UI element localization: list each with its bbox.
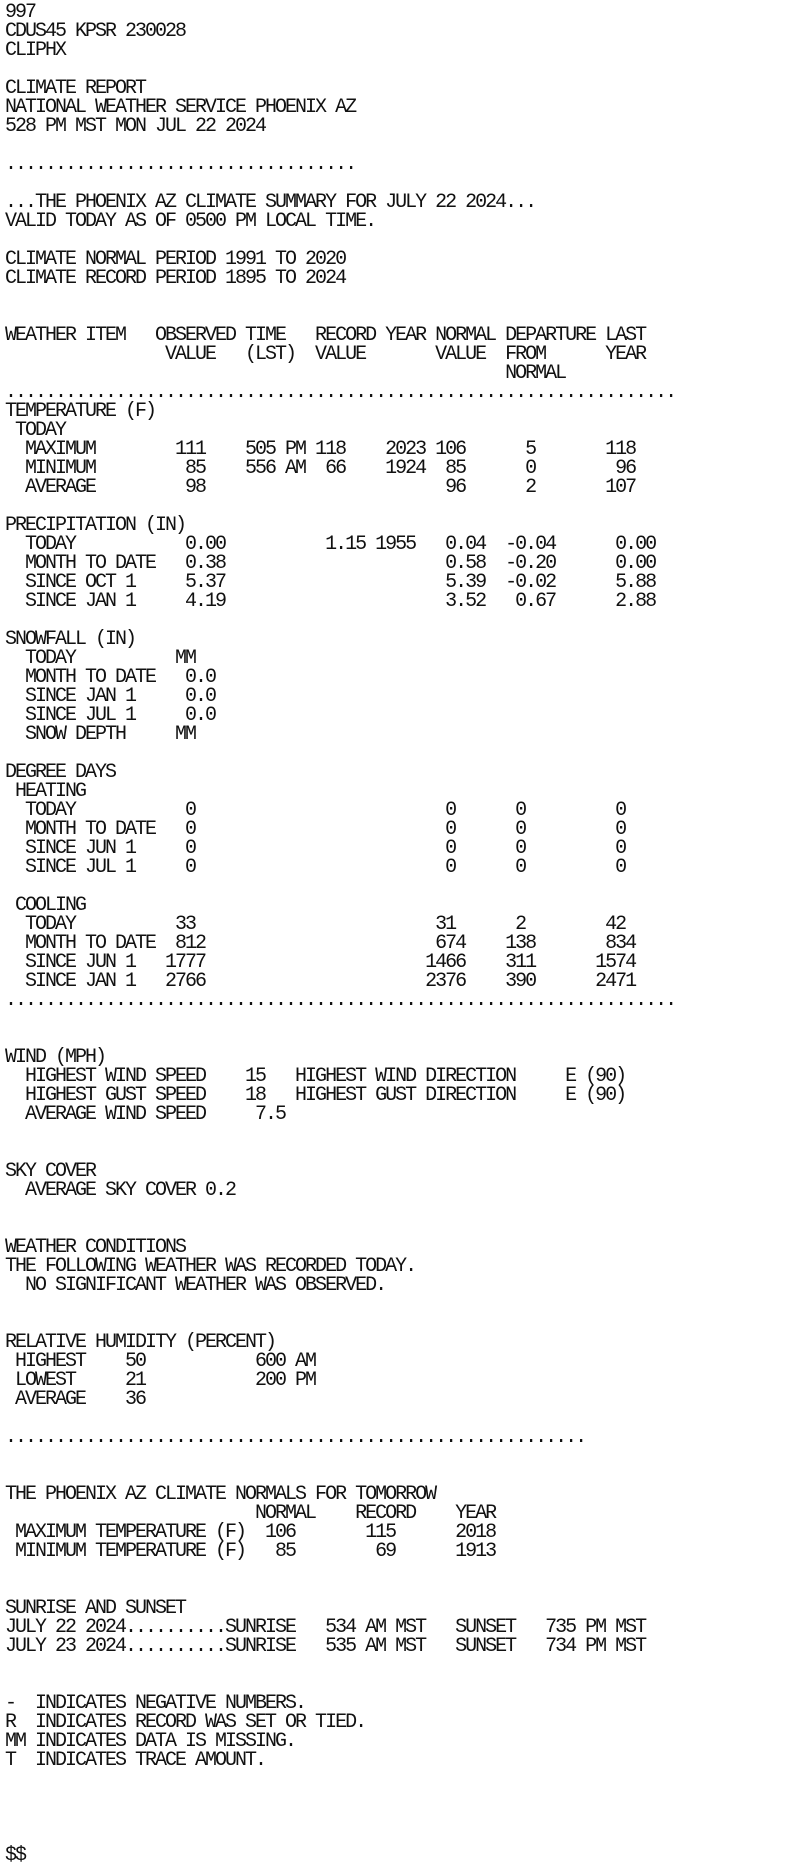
report-line: WEATHER CONDITIONS bbox=[5, 1236, 186, 1259]
report-line: SINCE JUN 1 1777 1466 311 1574 bbox=[5, 951, 636, 974]
report-line: PRECIPITATION (IN) bbox=[5, 514, 186, 537]
report-line: TODAY MM bbox=[5, 647, 196, 670]
report-line: SKY COVER bbox=[5, 1160, 96, 1183]
report-line bbox=[5, 1010, 805, 1029]
report-line: LOWEST 21 200 PM bbox=[5, 1369, 316, 1392]
report-line: T INDICATES TRACE AMOUNT. bbox=[5, 1749, 266, 1772]
report-line: COOLING bbox=[5, 894, 86, 917]
report-line: CLIPHX bbox=[5, 39, 66, 62]
report-line: NORMAL bbox=[5, 362, 566, 385]
report-line: VALUE (LST) VALUE VALUE FROM YEAR bbox=[5, 343, 646, 366]
report-line: MINIMUM 85 556 AM 66 1924 85 0 96 bbox=[5, 457, 636, 480]
report-line: R INDICATES RECORD WAS SET OR TIED. bbox=[5, 1711, 366, 1734]
report-line: MM INDICATES DATA IS MISSING. bbox=[5, 1730, 296, 1753]
report-line bbox=[5, 1447, 805, 1466]
report-line: HIGHEST GUST SPEED 18 HIGHEST GUST DIRECTION E (90) bbox=[5, 1084, 626, 1107]
report-line bbox=[5, 877, 805, 896]
report-line: - INDICATES NEGATIVE NUMBERS. bbox=[5, 1692, 306, 1715]
report-line: THE PHOENIX AZ CLIMATE NORMALS FOR TOMORROW bbox=[5, 1483, 436, 1506]
report-line: VALID TODAY AS OF 0500 PM LOCAL TIME. bbox=[5, 210, 376, 233]
report-line bbox=[5, 1827, 805, 1846]
report-line: ...THE PHOENIX AZ CLIMATE SUMMARY FOR JULY 22 2024... bbox=[5, 191, 536, 214]
report-line: .......................................................... bbox=[5, 1426, 586, 1449]
report-line: MONTH TO DATE 0.38 0.58 -0.20 0.00 bbox=[5, 552, 656, 575]
report-line: DEGREE DAYS bbox=[5, 761, 116, 784]
report-line: JULY 22 2024..........SUNRISE 534 AM MST SUNSET 735 PM MST bbox=[5, 1616, 646, 1639]
report-line: TODAY bbox=[5, 419, 66, 442]
report-line: TEMPERATURE (F) bbox=[5, 400, 156, 423]
report-line bbox=[5, 744, 805, 763]
report-line: CLIMATE REPORT bbox=[5, 77, 146, 100]
report-line bbox=[5, 1200, 805, 1219]
report-line: TODAY 33 31 2 42 bbox=[5, 913, 626, 936]
report-line: NO SIGNIFICANT WEATHER WAS OBSERVED. bbox=[5, 1274, 386, 1297]
report-line: TODAY 0.00 1.15 1955 0.04 -0.04 0.00 bbox=[5, 533, 656, 556]
report-line: ................................................................... bbox=[5, 989, 676, 1012]
report-line bbox=[5, 288, 805, 307]
report-line: MAXIMUM 111 505 PM 118 2023 106 5 118 bbox=[5, 438, 636, 461]
report-line: $$ bbox=[5, 1844, 26, 1865]
report-line: AVERAGE 36 bbox=[5, 1388, 146, 1411]
report-line: 997 bbox=[5, 3, 36, 24]
report-line: SUNRISE AND SUNSET bbox=[5, 1597, 186, 1620]
report-line: SINCE JUL 1 0 0 0 0 bbox=[5, 856, 626, 879]
report-line bbox=[5, 1770, 805, 1789]
report-line: SINCE JUL 1 0.0 bbox=[5, 704, 216, 727]
report-line: THE FOLLOWING WEATHER WAS RECORDED TODAY. bbox=[5, 1255, 416, 1278]
report-line: WIND (MPH) bbox=[5, 1046, 106, 1069]
report-line: NATIONAL WEATHER SERVICE PHOENIX AZ bbox=[5, 96, 356, 119]
report-line: AVERAGE 98 96 2 107 bbox=[5, 476, 636, 499]
report-line: SINCE JAN 1 0.0 bbox=[5, 685, 216, 708]
report-line: AVERAGE WIND SPEED 7.5 bbox=[5, 1103, 286, 1126]
report-line bbox=[5, 1561, 805, 1580]
report-line: SNOW DEPTH MM bbox=[5, 723, 196, 746]
report-line: MINIMUM TEMPERATURE (F) 85 69 1913 bbox=[5, 1540, 496, 1563]
report-line bbox=[5, 1808, 805, 1827]
report-line: JULY 23 2024..........SUNRISE 535 AM MST SUNSET 734 PM MST bbox=[5, 1635, 646, 1658]
report-line: TODAY 0 0 0 0 bbox=[5, 799, 626, 822]
report-line: CLIMATE RECORD PERIOD 1895 TO 2024 bbox=[5, 267, 346, 290]
report-line bbox=[5, 1124, 805, 1143]
report-line: HEATING bbox=[5, 780, 86, 803]
report-line: SINCE JAN 1 2766 2376 390 2471 bbox=[5, 970, 636, 993]
report-line: MONTH TO DATE 0.0 bbox=[5, 666, 216, 689]
report-line bbox=[5, 1656, 805, 1675]
report-line: SNOWFALL (IN) bbox=[5, 628, 136, 651]
report-line: ................................... bbox=[5, 153, 356, 176]
report-line: AVERAGE SKY COVER 0.2 bbox=[5, 1179, 236, 1202]
climate-report-text bbox=[5, 3, 805, 1865]
report-line: RELATIVE HUMIDITY (PERCENT) bbox=[5, 1331, 276, 1354]
report-line: NORMAL RECORD YEAR bbox=[5, 1502, 496, 1525]
report-line bbox=[5, 1029, 805, 1048]
report-line: ................................................................... bbox=[5, 381, 676, 404]
report-line bbox=[5, 1295, 805, 1314]
report-line: CDUS45 KPSR 230028 bbox=[5, 20, 186, 43]
report-line: SINCE JUN 1 0 0 0 0 bbox=[5, 837, 626, 860]
report-line bbox=[5, 1143, 805, 1162]
report-line: MAXIMUM TEMPERATURE (F) 106 115 2018 bbox=[5, 1521, 496, 1544]
report-line: 528 PM MST MON JUL 22 2024 bbox=[5, 115, 266, 138]
report-line bbox=[5, 1789, 805, 1808]
report-line: CLIMATE NORMAL PERIOD 1991 TO 2020 bbox=[5, 248, 346, 271]
report-line: MONTH TO DATE 0 0 0 0 bbox=[5, 818, 626, 841]
report-line: SINCE OCT 1 5.37 5.39 -0.02 5.88 bbox=[5, 571, 656, 594]
report-line: HIGHEST 50 600 AM bbox=[5, 1350, 316, 1373]
report-line: HIGHEST WIND SPEED 15 HIGHEST WIND DIRECTION E (90) bbox=[5, 1065, 626, 1088]
report-line: MONTH TO DATE 812 674 138 834 bbox=[5, 932, 636, 955]
report-line: WEATHER ITEM OBSERVED TIME RECORD YEAR NORMAL DEPARTURE LAST bbox=[5, 324, 646, 347]
report-line: SINCE JAN 1 4.19 3.52 0.67 2.88 bbox=[5, 590, 656, 613]
